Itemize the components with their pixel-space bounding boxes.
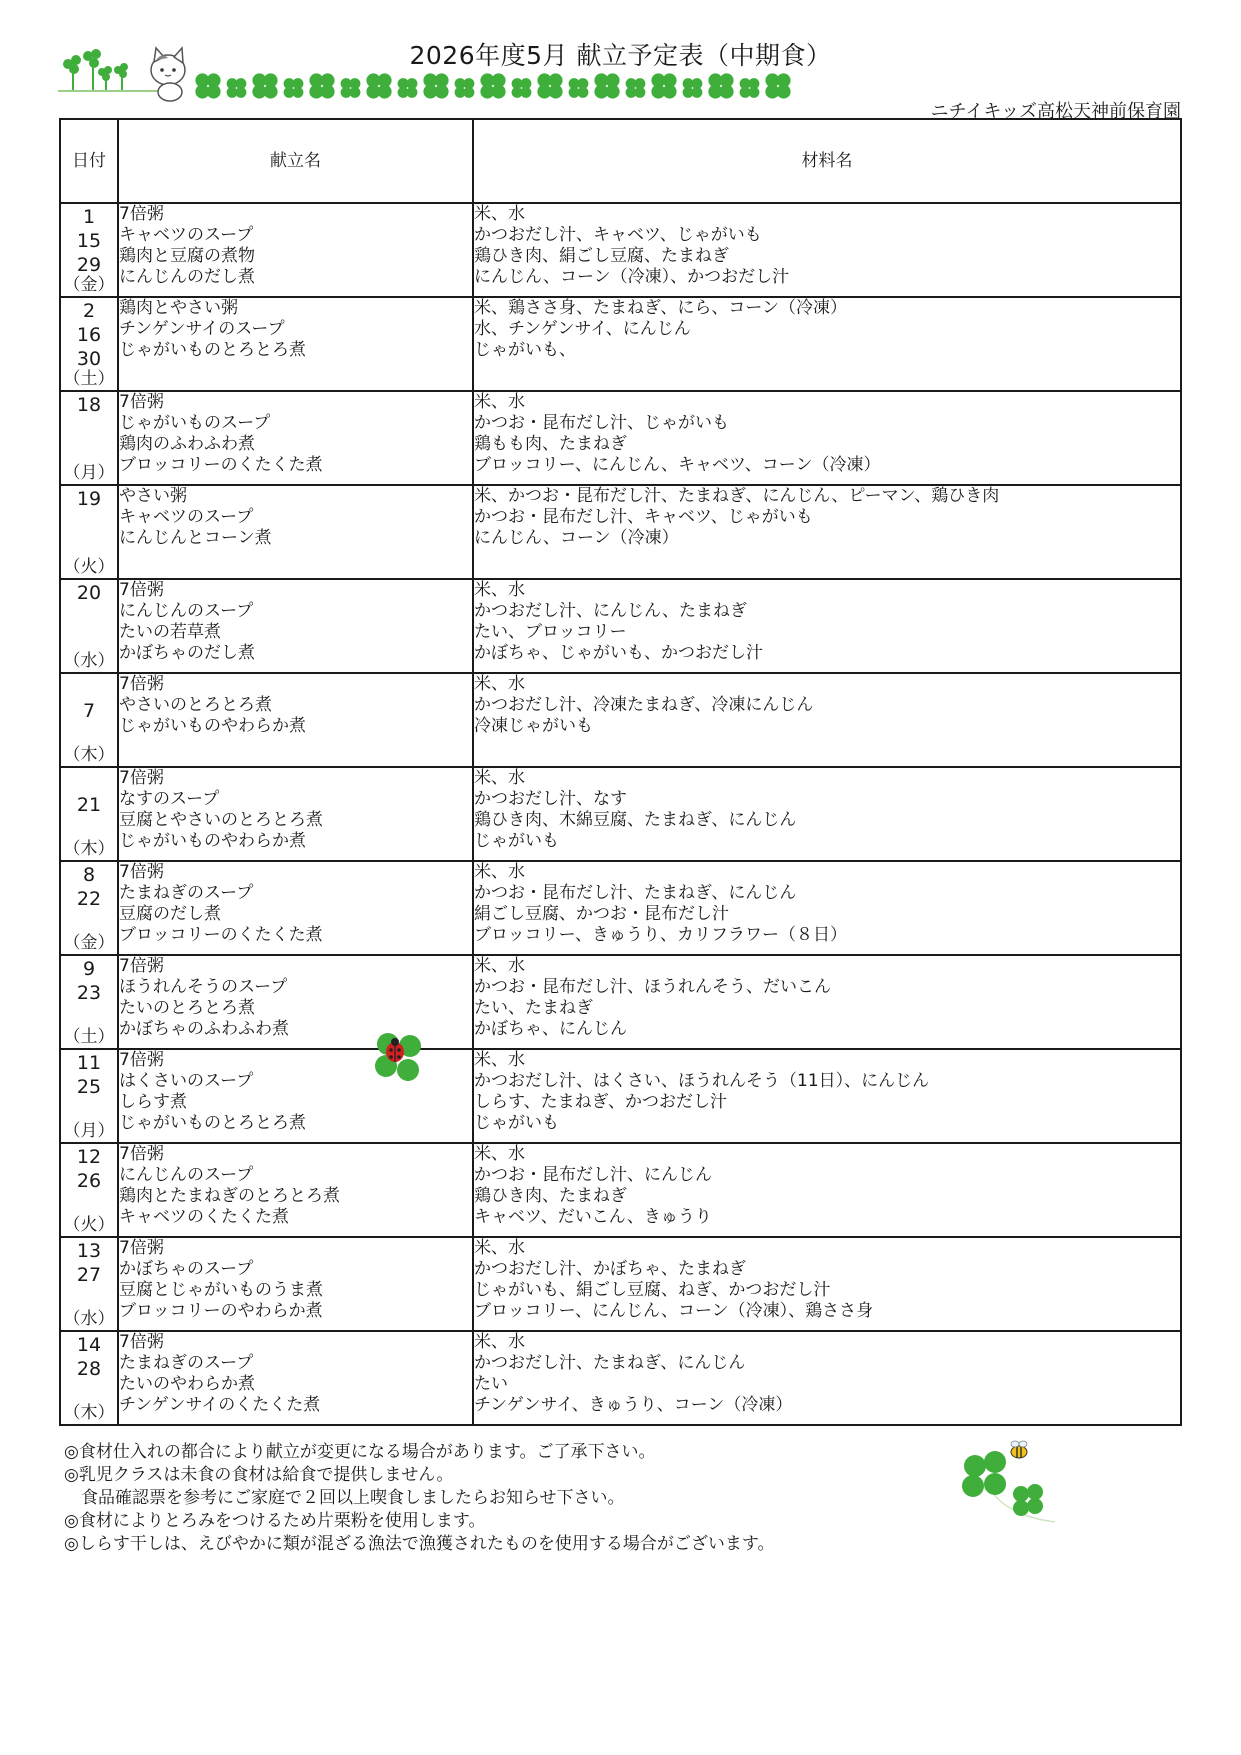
day-of-week: （木） — [63, 839, 115, 859]
menu-cell — [118, 861, 473, 955]
ingredient-line: たい — [474, 1374, 508, 1394]
date-number: 2 — [82, 300, 96, 322]
date-number: 19 — [76, 488, 102, 510]
date-number: 14 — [76, 1334, 102, 1356]
note-line: ◎しらす干しは、えびやかに類が混ざる漁法で漁獲されたものを使用する場合がございます。 — [64, 1534, 775, 1554]
header-date: 日付 — [60, 119, 118, 203]
date-number: 1 — [82, 206, 96, 228]
ingredients-cell — [473, 203, 1181, 297]
menu-item: 7倍粥 — [119, 204, 164, 224]
ingredient-line: 米、かつお・昆布だし汁、たまねぎ、にんじん、ピーマン、鶏ひき肉 — [474, 486, 1000, 506]
menu-cell — [118, 203, 473, 297]
ingredient-line: 米、水 — [474, 204, 525, 224]
menu-item: チンゲンサイのくたくた煮 — [119, 1395, 321, 1415]
menu-item: キャベツのスープ — [119, 507, 254, 527]
menu-item: 7倍粥 — [119, 674, 164, 694]
page-title: 2026年度5月 献立予定表（中期食） — [409, 41, 832, 70]
menu-item: はくさいのスープ — [119, 1071, 254, 1091]
date-cell — [60, 861, 118, 955]
ingredient-line: ブロッコリー、きゅうり、カリフラワー（８日） — [474, 925, 847, 945]
date-cell — [60, 1143, 118, 1237]
header-menu: 献立名 — [118, 119, 473, 203]
ingredient-line: 米、鶏ささ身、たまねぎ、にら、コーン（冷凍） — [474, 298, 847, 318]
menu-item: 鶏肉と豆腐の煮物 — [119, 246, 255, 266]
date-number: 23 — [76, 982, 102, 1004]
bee-clover-icon — [955, 1440, 1065, 1530]
menu-cell — [118, 1237, 473, 1331]
day-of-week: （月） — [63, 1121, 115, 1141]
menu-item: かぼちゃのスープ — [119, 1259, 254, 1279]
ingredient-line: 冷凍じゃがいも — [474, 716, 593, 736]
table-header-row — [60, 119, 1181, 203]
day-of-week: （火） — [63, 1215, 115, 1235]
date-cell — [60, 579, 118, 673]
menu-cell — [118, 579, 473, 673]
ingredient-line: 絹ごし豆腐、かつお・昆布だし汁 — [474, 904, 729, 924]
menu-item: 7倍粥 — [119, 1332, 164, 1352]
table-row — [60, 955, 1181, 1049]
date-cell — [60, 1237, 118, 1331]
menu-item: じゃがいものやわらか煮 — [119, 831, 306, 851]
menu-item: 7倍粥 — [119, 1050, 164, 1070]
ingredient-line: 鶏ひき肉、絹ごし豆腐、たまねぎ — [474, 246, 729, 266]
ingredient-line: 米、水 — [474, 956, 525, 976]
ingredient-line: ブロッコリー、にんじん、コーン（冷凍）、鶏ささ身 — [474, 1301, 874, 1321]
day-of-week: （金） — [63, 933, 115, 953]
menu-item: チンゲンサイのスープ — [119, 319, 285, 339]
ingredient-line: かつお・昆布だし汁、たまねぎ、にんじん — [474, 883, 797, 903]
ingredient-line: 水、チンゲンサイ、にんじん — [474, 319, 691, 339]
date-number: 27 — [76, 1264, 102, 1286]
ingredient-line: 米、水 — [474, 1144, 525, 1164]
menu-item: かぼちゃのふわふわ煮 — [119, 1019, 289, 1039]
ingredient-line: 米、水 — [474, 1332, 525, 1352]
date-number: 25 — [76, 1076, 102, 1098]
date-cell — [60, 391, 118, 485]
date-number: 28 — [76, 1358, 102, 1380]
ingredient-line: チンゲンサイ、きゅうり、コーン（冷凍） — [474, 1395, 793, 1415]
date-cell — [60, 485, 118, 579]
menu-item: 豆腐のだし煮 — [119, 904, 221, 924]
ingredient-line: かつおだし汁、キャベツ、じゃがいも — [474, 225, 762, 245]
ingredient-line: 米、水 — [474, 1050, 525, 1070]
note-line: ◎食材仕入れの都合により献立が変更になる場合があります。ご了承下さい。 — [64, 1442, 656, 1462]
menu-item: たいのとろとろ煮 — [119, 998, 255, 1018]
ingredient-line: 米、水 — [474, 674, 525, 694]
table-row — [60, 391, 1181, 485]
menu-item: ブロッコリーのやわらか煮 — [119, 1301, 323, 1321]
ingredients-cell — [473, 1331, 1181, 1425]
day-of-week: （水） — [63, 651, 115, 671]
ingredient-line: かつおだし汁、かぼちゃ、たまねぎ — [474, 1259, 746, 1279]
menu-item: ほうれんそうのスープ — [119, 977, 288, 997]
menu-item: たまねぎのスープ — [119, 1353, 254, 1373]
table-row — [60, 297, 1181, 391]
menu-item: 7倍粥 — [119, 862, 164, 882]
ingredient-line: 鶏ひき肉、木綿豆腐、たまねぎ、にんじん — [474, 810, 797, 830]
ingredient-line: 米、水 — [474, 768, 525, 788]
menu-item: 鶏肉とたまねぎのとろとろ煮 — [119, 1186, 340, 1206]
cat-icon — [151, 48, 185, 101]
ingredient-line: じゃがいも、絹ごし豆腐、ねぎ、かつおだし汁 — [474, 1280, 831, 1300]
menu-item: 豆腐とじゃがいものうま煮 — [119, 1280, 323, 1300]
ingredient-line: かぼちゃ、じゃがいも、かつおだし汁 — [474, 643, 763, 663]
menu-item: 7倍粥 — [119, 580, 164, 600]
date-number: 15 — [76, 230, 102, 252]
header-ingredients: 材料名 — [473, 119, 1181, 203]
ingredients-cell — [473, 1143, 1181, 1237]
date-number: 16 — [76, 324, 102, 346]
table-row — [60, 767, 1181, 861]
menu-cell — [118, 673, 473, 767]
ingredient-line: かつおだし汁、たまねぎ、にんじん — [474, 1353, 746, 1373]
ingredient-line: 米、水 — [474, 1238, 525, 1258]
ingredient-line: かつお・昆布だし汁、にんじん — [474, 1165, 712, 1185]
menu-cell — [118, 391, 473, 485]
date-number: 18 — [76, 394, 102, 416]
table-row — [60, 579, 1181, 673]
date-number: 9 — [82, 958, 96, 980]
notes-block — [64, 1441, 774, 1556]
ingredient-line: にんじん、コーン（冷凍） — [474, 528, 679, 548]
date-number: 13 — [76, 1240, 102, 1262]
menu-item: にんじんのスープ — [119, 601, 254, 621]
ingredients-cell — [473, 1049, 1181, 1143]
day-of-week: （月） — [63, 463, 115, 483]
date-number: 7 — [82, 700, 96, 722]
menu-item: ブロッコリーのくたくた煮 — [119, 925, 323, 945]
menu-item: たまねぎのスープ — [119, 883, 254, 903]
menu-item: たいのやわらか煮 — [119, 1374, 255, 1394]
ingredient-line: 米、水 — [474, 580, 525, 600]
date-cell — [60, 203, 118, 297]
date-number — [61, 675, 117, 699]
date-cell — [60, 1049, 118, 1143]
ingredients-cell — [473, 485, 1181, 579]
menu-cell — [118, 1331, 473, 1425]
note-line: 食品確認票を参考にご家庭で２回以上喫食しましたらお知らせ下さい。 — [64, 1488, 625, 1508]
note-line: ◎食材によりとろみをつけるため片栗粉を使用します。 — [64, 1511, 486, 1531]
menu-item: 7倍粥 — [119, 392, 164, 412]
date-number: 29 — [76, 254, 102, 276]
menu-item: やさい粥 — [119, 486, 187, 506]
menu-item: かぼちゃのだし煮 — [119, 643, 255, 663]
ladybug-clover-icon — [372, 1030, 426, 1090]
menu-item: たいの若草煮 — [119, 622, 221, 642]
school-name: ニチイキッズ高松天神前保育園 — [930, 101, 1181, 122]
ingredients-cell — [473, 861, 1181, 955]
day-of-week: （木） — [63, 745, 115, 765]
menu-item: じゃがいものとろとろ煮 — [119, 1113, 306, 1133]
ingredient-line: じゃがいも — [474, 831, 559, 851]
ingredient-line: かつおだし汁、にんじん、たまねぎ — [474, 601, 748, 621]
menu-item: 鶏肉のふわふわ煮 — [119, 434, 255, 454]
menu-cell — [118, 485, 473, 579]
menu-item: じゃがいものスープ — [119, 413, 271, 433]
day-of-week: （土） — [63, 1027, 115, 1047]
menu-item: ブロッコリーのくたくた煮 — [119, 455, 323, 475]
menu-item: 7倍粥 — [119, 956, 164, 976]
ingredient-line: 米、水 — [474, 862, 525, 882]
ingredients-cell — [473, 767, 1181, 861]
date-number: 8 — [82, 864, 96, 886]
menu-item: 7倍粥 — [119, 768, 164, 788]
day-of-week: （水） — [63, 1309, 115, 1329]
ingredient-line: たい、たまねぎ — [474, 998, 593, 1018]
ingredient-line: たい、ブロッコリー — [474, 622, 627, 642]
day-of-week: （火） — [63, 557, 115, 577]
date-number: 12 — [76, 1146, 102, 1168]
date-cell — [60, 955, 118, 1049]
day-of-week: （木） — [63, 1403, 115, 1423]
table-row — [60, 1331, 1181, 1425]
menu-item: キャベツのくたくた煮 — [119, 1207, 289, 1227]
menu-item: しらす煮 — [119, 1092, 187, 1112]
bee-icon — [1011, 1441, 1027, 1458]
table-row — [60, 203, 1181, 297]
ingredients-cell — [473, 297, 1181, 391]
ingredient-line: じゃがいも — [474, 1113, 559, 1133]
table-row — [60, 485, 1181, 579]
date-number: 21 — [76, 794, 102, 816]
ingredient-line: にんじん、コーン（冷凍）、かつおだし汁 — [474, 267, 790, 287]
ingredient-line: かつお・昆布だし汁、キャベツ、じゃがいも — [474, 507, 813, 527]
day-of-week: （土） — [63, 369, 115, 389]
menu-cell — [118, 297, 473, 391]
ingredients-cell — [473, 391, 1181, 485]
menu-item: じゃがいものやわらか煮 — [119, 716, 306, 736]
menu-item: 7倍粥 — [119, 1238, 164, 1258]
menu-item: 7倍粥 — [119, 1144, 164, 1164]
date-number: 30 — [76, 348, 102, 370]
date-number: 26 — [76, 1170, 102, 1192]
menu-item: じゃがいものとろとろ煮 — [119, 340, 306, 360]
menu-cell — [118, 1143, 473, 1237]
ingredient-line: かつおだし汁、冷凍たまねぎ、冷凍にんじん — [474, 695, 814, 715]
date-cell — [60, 297, 118, 391]
ingredient-line: 米、水 — [474, 392, 525, 412]
note-line: ◎乳児クラスは未食の食材は給食で提供しません。 — [64, 1465, 454, 1485]
ingredients-cell — [473, 673, 1181, 767]
ingredient-line: かぼちゃ、にんじん — [474, 1019, 627, 1039]
menu-item: にんじんのだし煮 — [119, 267, 255, 287]
menu-item: 豆腐とやさいのとろとろ煮 — [119, 810, 323, 830]
ingredient-line: しらす、たまねぎ、かつおだし汁 — [474, 1092, 727, 1112]
table-row — [60, 861, 1181, 955]
day-of-week: （金） — [63, 275, 115, 295]
ingredient-line: キャベツ、だいこん、きゅうり — [474, 1207, 712, 1227]
menu-table — [59, 118, 1182, 1426]
ingredients-cell — [473, 1237, 1181, 1331]
menu-item: キャベツのスープ — [119, 225, 254, 245]
ingredient-line: かつお・昆布だし汁、ほうれんそう、だいこん — [474, 977, 831, 997]
menu-item: にんじんとコーン煮 — [119, 528, 272, 548]
clover-border-icon — [58, 42, 868, 112]
table-row — [60, 1049, 1181, 1143]
date-number — [61, 769, 117, 793]
date-cell — [60, 767, 118, 861]
ingredient-line: 鶏ひき肉、たまねぎ — [474, 1186, 627, 1206]
menu-item: にんじんのスープ — [119, 1165, 254, 1185]
table-row — [60, 1143, 1181, 1237]
menu-item: 鶏肉とやさい粥 — [119, 298, 238, 318]
ingredient-line: じゃがいも、 — [474, 340, 576, 360]
menu-cell — [118, 767, 473, 861]
ingredient-line: ブロッコリー、にんじん、キャベツ、コーン（冷凍） — [474, 455, 881, 475]
table-row — [60, 673, 1181, 767]
menu-item: なすのスープ — [119, 789, 220, 809]
ingredients-cell — [473, 955, 1181, 1049]
date-cell — [60, 673, 118, 767]
menu-item: やさいのとろとろ煮 — [119, 695, 272, 715]
date-cell — [60, 1331, 118, 1425]
ingredient-line: かつお・昆布だし汁、じゃがいも — [474, 413, 729, 433]
date-number: 22 — [76, 888, 102, 910]
ingredient-line: かつおだし汁、はくさい、ほうれんそう（11日）、にんじん — [474, 1071, 930, 1091]
table-row — [60, 1237, 1181, 1331]
ingredient-line: かつおだし汁、なす — [474, 789, 627, 809]
ingredient-line: 鶏もも肉、たまねぎ — [474, 434, 627, 454]
ingredients-cell — [473, 579, 1181, 673]
date-number: 11 — [76, 1052, 102, 1074]
date-number: 20 — [76, 582, 102, 604]
